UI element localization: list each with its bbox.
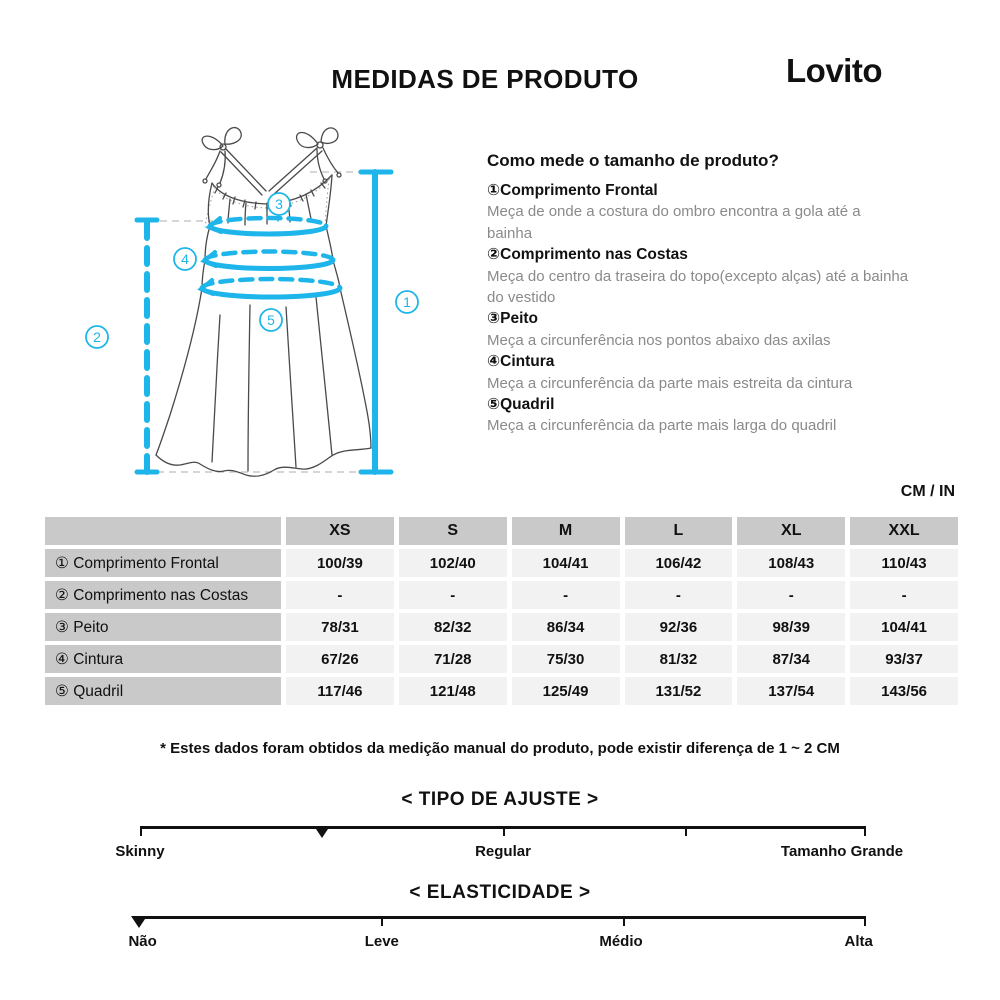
table-value: 104/41: [512, 549, 620, 577]
fit-label-plus: Tamanho Grande: [780, 843, 904, 860]
size-table: [45, 517, 958, 705]
instruction-title-back-length: ②Comprimento nas Costas: [487, 246, 688, 264]
elasticity-scale: [128, 916, 873, 950]
measurement-disclaimer: * Estes dados foram obtidos da medição manual do produto, pode existir diferença de 1 ~ 2 CM: [160, 740, 840, 757]
table-value: 137/54: [737, 677, 845, 705]
table-value: 92/36: [625, 613, 733, 641]
table-value: 106/42: [625, 549, 733, 577]
page-title: MEDIDAS DE PRODUTO: [331, 64, 639, 94]
elasticity-title: < ELASTICIDADE >: [409, 882, 591, 903]
scale-line: [139, 916, 866, 919]
table-value: 100/39: [286, 549, 394, 577]
table-value: -: [625, 581, 733, 609]
brand-logo: Lovito: [786, 52, 882, 89]
table-value: 104/41: [850, 613, 958, 641]
table-value: 86/34: [512, 613, 620, 641]
elasticity-label-none: Não: [128, 933, 157, 950]
table-value: 98/39: [737, 613, 845, 641]
table-value: 108/43: [737, 549, 845, 577]
fit-label-regular: Regular: [475, 843, 531, 860]
table-value: 81/32: [625, 645, 733, 673]
column-header-xl: XL: [737, 517, 845, 545]
table-value: 87/34: [737, 645, 845, 673]
table-value: -: [737, 581, 845, 609]
instruction-desc: Meça do centro da traseira do topo(excepto alças) até a bainha: [487, 267, 909, 285]
row-label-back-length: ② Comprimento nas Costas: [45, 581, 281, 609]
front-length-line: [361, 172, 391, 472]
table-value: 82/32: [399, 613, 507, 641]
measuring-instructions: [487, 151, 967, 437]
column-header-l: L: [625, 517, 733, 545]
fit-label-skinny: Skinny: [115, 843, 165, 860]
table-value: 102/40: [399, 549, 507, 577]
dress-diagram: [70, 115, 450, 495]
elasticity-marker-icon: [131, 916, 147, 928]
fit-type-title: < TIPO DE AJUSTE >: [401, 789, 599, 810]
svg-text:5: 5: [267, 312, 275, 328]
instruction-desc: Meça a circunferência nos pontos abaixo das axilas: [487, 331, 831, 349]
back-length-line: [137, 220, 157, 472]
instruction-desc: Meça a circunferência da parte mais larga do quadril: [487, 417, 837, 435]
svg-text:2: 2: [93, 329, 101, 345]
instructions-heading: Como mede o tamanho de produto?: [487, 151, 779, 170]
fit-type-scale: [115, 826, 904, 860]
elasticity-label-medium: Médio: [599, 933, 643, 950]
measurement-marker-1: [396, 291, 418, 313]
instruction-title-bust: ③Peito: [487, 310, 539, 328]
elasticity-label-light: Leve: [364, 933, 399, 950]
waist-ellipse: [204, 252, 333, 269]
table-corner-cell: [45, 517, 281, 545]
scale-tick: [685, 826, 687, 836]
measurement-marker-4: [174, 248, 196, 270]
table-value: 71/28: [399, 645, 507, 673]
row-label-waist: ④ Cintura: [45, 645, 281, 673]
column-header-xs: XS: [286, 517, 394, 545]
table-value: -: [286, 581, 394, 609]
scale-tick: [623, 916, 625, 926]
scale-tick: [864, 916, 866, 926]
table-value: 125/49: [512, 677, 620, 705]
table-value: 121/48: [399, 677, 507, 705]
table-value: 117/46: [286, 677, 394, 705]
instruction-desc: bainha: [487, 224, 533, 242]
svg-text:4: 4: [181, 251, 189, 267]
scale-tick: [503, 826, 505, 836]
table-value: 67/26: [286, 645, 394, 673]
instruction-desc: Meça a circunferência da parte mais estreita da cintura: [487, 374, 853, 392]
instruction-title-hip: ⑤Quadril: [487, 396, 555, 414]
instruction-desc: Meça de onde a costura do ombro encontra a gola até a: [487, 203, 861, 221]
table-value: -: [399, 581, 507, 609]
instruction-title-front-length: ①Comprimento Frontal: [487, 182, 658, 199]
table-value: 143/56: [850, 677, 958, 705]
scale-tick: [864, 826, 866, 836]
measurement-marker-5: [260, 309, 282, 331]
instruction-title-waist: ④Cintura: [487, 353, 555, 371]
table-value: 131/52: [625, 677, 733, 705]
measurement-marker-3: [268, 193, 290, 215]
row-label-front-length: ① Comprimento Frontal: [45, 549, 281, 577]
row-label-bust: ③ Peito: [45, 613, 281, 641]
dress-outline: [156, 128, 371, 477]
scale-tick: [381, 916, 383, 926]
table-value: 93/37: [850, 645, 958, 673]
column-header-s: S: [399, 517, 507, 545]
column-header-xxl: XXL: [850, 517, 958, 545]
table-value: -: [512, 581, 620, 609]
elasticity-label-high: Alta: [844, 933, 873, 950]
measurement-marker-2: [86, 326, 108, 348]
table-value: -: [850, 581, 958, 609]
svg-text:1: 1: [403, 294, 411, 310]
table-value: 110/43: [850, 549, 958, 577]
row-label-hip: ⑤ Quadril: [45, 677, 281, 705]
column-header-m: M: [512, 517, 620, 545]
table-value: 78/31: [286, 613, 394, 641]
svg-text:3: 3: [275, 196, 283, 212]
hip-ellipse: [201, 279, 340, 297]
scale-tick: [140, 826, 142, 836]
table-value: 75/30: [512, 645, 620, 673]
units-label: CM / IN: [900, 483, 955, 500]
instruction-desc: do vestido: [487, 289, 556, 307]
fit-marker-icon: [314, 826, 330, 838]
